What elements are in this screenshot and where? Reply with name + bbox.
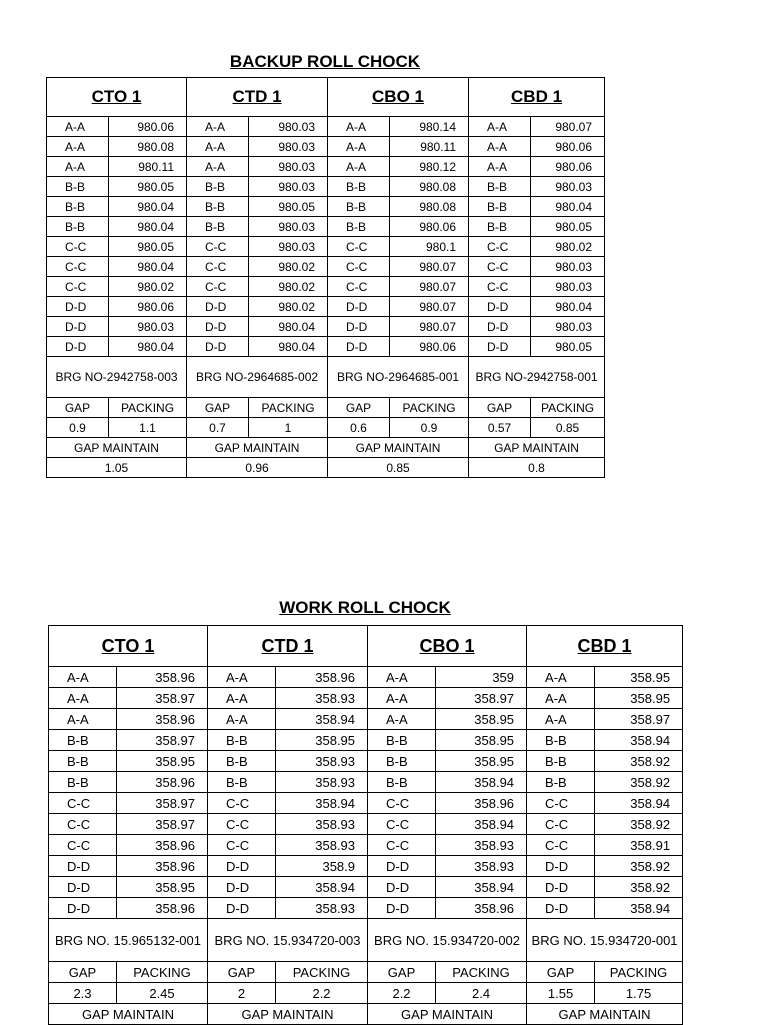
measure-value: 980.04 <box>531 297 605 317</box>
measure-value: 358.94 <box>436 814 527 835</box>
packing-label: PACKING <box>595 962 683 983</box>
table-row <box>49 751 683 772</box>
measure-label: D-D <box>49 856 117 877</box>
measure-value: 980.12 <box>390 157 469 177</box>
measure-label: D-D <box>208 877 276 898</box>
gap-value: 2 <box>208 983 276 1004</box>
measure-label: C-C <box>49 835 117 856</box>
table-row <box>47 137 605 157</box>
gap-maintain-label: GAP MAINTAIN <box>208 1004 368 1025</box>
table-row <box>47 317 605 337</box>
header-row <box>49 626 683 667</box>
measure-label: C-C <box>469 277 531 297</box>
measure-label: C-C <box>368 835 436 856</box>
gap-packing-value-row <box>49 983 683 1004</box>
measure-label: D-D <box>187 297 249 317</box>
measure-label: B-B <box>527 730 595 751</box>
measure-value: 358.97 <box>117 730 208 751</box>
table-row <box>49 667 683 688</box>
gap-maintain-value: 0.85 <box>328 458 469 478</box>
packing-label: PACKING <box>109 398 187 418</box>
measure-value: 358.92 <box>595 856 683 877</box>
measure-value: 980.02 <box>249 257 328 277</box>
measure-value: 358.95 <box>595 667 683 688</box>
measure-value: 359 <box>436 667 527 688</box>
gap-label: GAP <box>328 398 390 418</box>
gap-value: 0.7 <box>187 418 249 438</box>
measure-value: 980.02 <box>531 237 605 257</box>
packing-label: PACKING <box>531 398 605 418</box>
table-row <box>49 709 683 730</box>
packing-value: 2.2 <box>276 983 368 1004</box>
gap-maintain-label-row <box>47 438 605 458</box>
gap-packing-label-row <box>49 962 683 983</box>
measure-label: D-D <box>328 337 390 357</box>
measure-value: 358.96 <box>117 667 208 688</box>
measure-value: 358.93 <box>276 751 368 772</box>
measure-label: B-B <box>368 772 436 793</box>
measure-label: C-C <box>187 237 249 257</box>
measure-label: C-C <box>469 257 531 277</box>
measure-value: 358.95 <box>276 730 368 751</box>
measure-label: D-D <box>328 317 390 337</box>
work-roll-chock-title: WORK ROLL CHOCK <box>279 598 451 617</box>
measure-value: 980.06 <box>531 157 605 177</box>
measure-value: 980.08 <box>390 177 469 197</box>
measure-value: 358.97 <box>117 793 208 814</box>
measure-value: 980.03 <box>249 177 328 197</box>
measure-value: 980.1 <box>390 237 469 257</box>
measure-label: B-B <box>208 751 276 772</box>
packing-label: PACKING <box>390 398 469 418</box>
measure-label: C-C <box>187 277 249 297</box>
measure-label: C-C <box>527 793 595 814</box>
measure-value: 980.06 <box>390 337 469 357</box>
measure-label: B-B <box>187 217 249 237</box>
measure-value: 980.11 <box>390 137 469 157</box>
measure-label: B-B <box>469 177 531 197</box>
table-row <box>49 793 683 814</box>
measure-label: B-B <box>187 197 249 217</box>
measure-label: C-C <box>328 257 390 277</box>
measure-label: B-B <box>328 177 390 197</box>
measure-value: 980.07 <box>531 117 605 137</box>
measure-label: D-D <box>527 898 595 919</box>
measure-label: A-A <box>208 688 276 709</box>
measure-value: 358.96 <box>117 709 208 730</box>
table-row <box>47 217 605 237</box>
gap-maintain-label: GAP MAINTAIN <box>368 1004 527 1025</box>
measure-label: D-D <box>368 898 436 919</box>
measure-label: C-C <box>208 814 276 835</box>
measure-label: A-A <box>208 667 276 688</box>
packing-value: 2.45 <box>117 983 208 1004</box>
measure-label: A-A <box>187 157 249 177</box>
measure-label: A-A <box>328 157 390 177</box>
measure-label: D-D <box>187 317 249 337</box>
measure-value: 358.95 <box>436 751 527 772</box>
header-row <box>47 78 605 117</box>
measure-value: 358.92 <box>595 772 683 793</box>
table-row <box>47 337 605 357</box>
measure-value: 980.04 <box>249 317 328 337</box>
packing-label: PACKING <box>249 398 328 418</box>
gap-label: GAP <box>187 398 249 418</box>
measure-label: D-D <box>368 856 436 877</box>
gap-maintain-label: GAP MAINTAIN <box>49 1004 208 1025</box>
measure-value: 358.94 <box>436 772 527 793</box>
column-header: CBO 1 <box>328 78 469 117</box>
measure-value: 980.04 <box>109 197 187 217</box>
bearing-number: BRG NO. 15.934720-002 <box>368 919 527 962</box>
measure-label: C-C <box>47 237 109 257</box>
measure-value: 980.05 <box>531 217 605 237</box>
measure-value: 980.04 <box>109 217 187 237</box>
measure-label: C-C <box>208 835 276 856</box>
bearing-number: BRG NO. 15.934720-001 <box>527 919 683 962</box>
measure-label: D-D <box>49 898 117 919</box>
measure-value: 358.97 <box>117 688 208 709</box>
measure-value: 980.03 <box>249 137 328 157</box>
gap-maintain-label: GAP MAINTAIN <box>187 438 328 458</box>
measure-label: C-C <box>469 237 531 257</box>
measure-label: B-B <box>47 177 109 197</box>
measure-value: 358.91 <box>595 835 683 856</box>
measure-value: 358.96 <box>117 772 208 793</box>
bearing-number: BRG NO. 15.934720-003 <box>208 919 368 962</box>
measure-value: 980.05 <box>249 197 328 217</box>
column-header: CBD 1 <box>469 78 605 117</box>
measure-label: A-A <box>527 667 595 688</box>
gap-maintain-label: GAP MAINTAIN <box>527 1004 683 1025</box>
measure-value: 980.07 <box>390 277 469 297</box>
measure-value: 980.06 <box>531 137 605 157</box>
table-row <box>47 197 605 217</box>
measure-label: A-A <box>469 137 531 157</box>
measure-label: B-B <box>328 217 390 237</box>
packing-value: 1 <box>249 418 328 438</box>
measure-label: A-A <box>47 137 109 157</box>
measure-label: D-D <box>187 337 249 357</box>
bearing-number: BRG NO-2942758-001 <box>469 357 605 398</box>
measure-label: C-C <box>49 814 117 835</box>
column-header: CTO 1 <box>49 626 208 667</box>
measure-value: 980.06 <box>109 117 187 137</box>
measure-value: 980.04 <box>249 337 328 357</box>
measure-label: A-A <box>187 137 249 157</box>
measure-label: A-A <box>469 117 531 137</box>
measure-label: D-D <box>49 877 117 898</box>
measure-value: 358.93 <box>436 856 527 877</box>
measure-label: D-D <box>469 317 531 337</box>
measure-value: 980.02 <box>109 277 187 297</box>
measure-label: A-A <box>49 688 117 709</box>
measure-value: 358.95 <box>595 688 683 709</box>
measure-value: 980.07 <box>390 297 469 317</box>
measure-label: C-C <box>187 257 249 277</box>
measure-label: C-C <box>47 277 109 297</box>
measure-label: B-B <box>328 197 390 217</box>
bearing-number: BRG NO-2964685-001 <box>328 357 469 398</box>
measure-label: C-C <box>368 793 436 814</box>
measure-value: 980.05 <box>109 177 187 197</box>
gap-label: GAP <box>208 962 276 983</box>
measure-label: A-A <box>208 709 276 730</box>
measure-label: A-A <box>328 117 390 137</box>
measure-label: C-C <box>527 835 595 856</box>
measure-value: 980.06 <box>109 297 187 317</box>
column-header: CTD 1 <box>208 626 368 667</box>
gap-label: GAP <box>368 962 436 983</box>
measure-value: 358.96 <box>436 898 527 919</box>
measure-label: B-B <box>208 772 276 793</box>
table-row <box>47 277 605 297</box>
measure-label: C-C <box>527 814 595 835</box>
measure-label: A-A <box>469 157 531 177</box>
table-row <box>47 157 605 177</box>
measure-value: 358.95 <box>436 709 527 730</box>
measure-value: 358.96 <box>436 793 527 814</box>
measure-label: B-B <box>49 730 117 751</box>
measure-label: D-D <box>368 877 436 898</box>
measure-value: 358.93 <box>276 772 368 793</box>
gap-value: 2.2 <box>368 983 436 1004</box>
gap-value: 0.57 <box>469 418 531 438</box>
measure-value: 980.07 <box>390 317 469 337</box>
table-row <box>49 814 683 835</box>
table-row <box>47 237 605 257</box>
packing-value: 1.1 <box>109 418 187 438</box>
measure-value: 980.03 <box>109 317 187 337</box>
measure-value: 358.94 <box>436 877 527 898</box>
measure-label: B-B <box>527 751 595 772</box>
measure-label: B-B <box>368 751 436 772</box>
column-header: CTO 1 <box>47 78 187 117</box>
measure-label: D-D <box>47 297 109 317</box>
gap-maintain-value: 0.96 <box>187 458 328 478</box>
measure-value: 980.11 <box>109 157 187 177</box>
measure-label: B-B <box>187 177 249 197</box>
measure-value: 980.08 <box>109 137 187 157</box>
measure-value: 358.94 <box>595 793 683 814</box>
measure-value: 980.03 <box>531 277 605 297</box>
backup-roll-chock-title: BACKUP ROLL CHOCK <box>229 52 421 71</box>
measure-value: 358.94 <box>276 877 368 898</box>
backup-roll-chock-table <box>46 77 605 478</box>
measure-label: C-C <box>49 793 117 814</box>
gap-maintain-value: 1.05 <box>47 458 187 478</box>
measure-value: 980.02 <box>249 277 328 297</box>
measure-value: 980.03 <box>531 317 605 337</box>
gap-maintain-label-row <box>49 1004 683 1025</box>
measure-value: 358.94 <box>276 793 368 814</box>
measure-value: 358.94 <box>276 709 368 730</box>
gap-value: 0.6 <box>328 418 390 438</box>
measure-value: 358.95 <box>117 877 208 898</box>
packing-value: 0.85 <box>531 418 605 438</box>
measure-label: A-A <box>527 688 595 709</box>
measure-value: 358.97 <box>117 814 208 835</box>
measure-value: 980.03 <box>249 157 328 177</box>
column-header: CBO 1 <box>368 626 527 667</box>
gap-label: GAP <box>527 962 595 983</box>
table-row <box>47 297 605 317</box>
measure-value: 358.96 <box>117 835 208 856</box>
measure-label: A-A <box>368 667 436 688</box>
measure-value: 980.04 <box>109 257 187 277</box>
measure-value: 980.03 <box>249 217 328 237</box>
measure-value: 358.96 <box>117 898 208 919</box>
measure-label: D-D <box>527 856 595 877</box>
gap-label: GAP <box>49 962 117 983</box>
table-row <box>49 772 683 793</box>
measure-label: C-C <box>368 814 436 835</box>
measure-label: C-C <box>328 277 390 297</box>
packing-label: PACKING <box>117 962 208 983</box>
measure-label: D-D <box>208 898 276 919</box>
bearing-number-row <box>49 919 683 962</box>
table-row <box>49 835 683 856</box>
measure-label: B-B <box>47 197 109 217</box>
gap-maintain-label: GAP MAINTAIN <box>47 438 187 458</box>
measure-label: A-A <box>47 157 109 177</box>
gap-value: 0.9 <box>47 418 109 438</box>
gap-label: GAP <box>469 398 531 418</box>
measure-label: A-A <box>368 709 436 730</box>
measure-value: 980.08 <box>390 197 469 217</box>
packing-value: 1.75 <box>595 983 683 1004</box>
measure-label: D-D <box>47 337 109 357</box>
table-row <box>47 257 605 277</box>
measure-value: 980.05 <box>531 337 605 357</box>
measure-label: B-B <box>469 217 531 237</box>
measure-label: C-C <box>47 257 109 277</box>
bearing-number: BRG NO. 15.965132-001 <box>49 919 208 962</box>
measure-label: D-D <box>328 297 390 317</box>
column-header: CBD 1 <box>527 626 683 667</box>
measure-label: D-D <box>208 856 276 877</box>
measure-value: 980.05 <box>109 237 187 257</box>
measure-label: A-A <box>49 709 117 730</box>
measure-value: 980.04 <box>531 197 605 217</box>
measure-label: B-B <box>469 197 531 217</box>
measure-label: B-B <box>49 772 117 793</box>
gap-maintain-label: GAP MAINTAIN <box>328 438 469 458</box>
packing-value: 2.4 <box>436 983 527 1004</box>
gap-packing-label-row <box>47 398 605 418</box>
gap-value: 1.55 <box>527 983 595 1004</box>
measure-value: 980.06 <box>390 217 469 237</box>
measure-value: 358.95 <box>117 751 208 772</box>
measure-label: B-B <box>49 751 117 772</box>
measure-value: 358.92 <box>595 877 683 898</box>
gap-maintain-value-row <box>47 458 605 478</box>
table-row <box>47 117 605 137</box>
measure-label: C-C <box>328 237 390 257</box>
measure-value: 980.03 <box>249 237 328 257</box>
measure-value: 980.03 <box>249 117 328 137</box>
measure-value: 358.94 <box>595 730 683 751</box>
measure-value: 980.04 <box>109 337 187 357</box>
measure-value: 358.93 <box>276 814 368 835</box>
table-row <box>49 730 683 751</box>
gap-value: 2.3 <box>49 983 117 1004</box>
measure-label: B-B <box>527 772 595 793</box>
measure-value: 358.96 <box>276 667 368 688</box>
measure-value: 358.92 <box>595 814 683 835</box>
measure-label: D-D <box>469 297 531 317</box>
measure-label: B-B <box>368 730 436 751</box>
measure-label: D-D <box>469 337 531 357</box>
measure-label: A-A <box>187 117 249 137</box>
gap-maintain-label: GAP MAINTAIN <box>469 438 605 458</box>
table-row <box>47 177 605 197</box>
bearing-number: BRG NO-2942758-003 <box>47 357 187 398</box>
measure-value: 358.93 <box>276 835 368 856</box>
measure-label: A-A <box>368 688 436 709</box>
gap-packing-value-row <box>47 418 605 438</box>
measure-label: A-A <box>527 709 595 730</box>
packing-label: PACKING <box>276 962 368 983</box>
measure-value: 980.02 <box>249 297 328 317</box>
measure-value: 980.03 <box>531 257 605 277</box>
measure-value: 358.97 <box>595 709 683 730</box>
measure-label: D-D <box>47 317 109 337</box>
table-row <box>49 877 683 898</box>
measure-label: A-A <box>328 137 390 157</box>
measure-value: 358.95 <box>436 730 527 751</box>
measure-value: 358.93 <box>436 835 527 856</box>
measure-label: A-A <box>47 117 109 137</box>
gap-maintain-value: 0.8 <box>469 458 605 478</box>
column-header: CTD 1 <box>187 78 328 117</box>
measure-label: C-C <box>208 793 276 814</box>
measure-label: D-D <box>527 877 595 898</box>
bearing-number: BRG NO-2964685-002 <box>187 357 328 398</box>
measure-value: 358.97 <box>436 688 527 709</box>
measure-value: 980.07 <box>390 257 469 277</box>
table-row <box>49 688 683 709</box>
measure-label: A-A <box>49 667 117 688</box>
table-row <box>49 856 683 877</box>
measure-value: 980.14 <box>390 117 469 137</box>
measure-value: 358.96 <box>117 856 208 877</box>
measure-label: B-B <box>47 217 109 237</box>
gap-label: GAP <box>47 398 109 418</box>
measure-value: 980.03 <box>531 177 605 197</box>
measure-value: 358.92 <box>595 751 683 772</box>
packing-value: 0.9 <box>390 418 469 438</box>
bearing-number-row <box>47 357 605 398</box>
measure-value: 358.93 <box>276 898 368 919</box>
work-roll-chock-table <box>48 625 683 1025</box>
measure-label: B-B <box>208 730 276 751</box>
table-row <box>49 898 683 919</box>
packing-label: PACKING <box>436 962 527 983</box>
measure-value: 358.94 <box>595 898 683 919</box>
measure-value: 358.93 <box>276 688 368 709</box>
measure-value: 358.9 <box>276 856 368 877</box>
